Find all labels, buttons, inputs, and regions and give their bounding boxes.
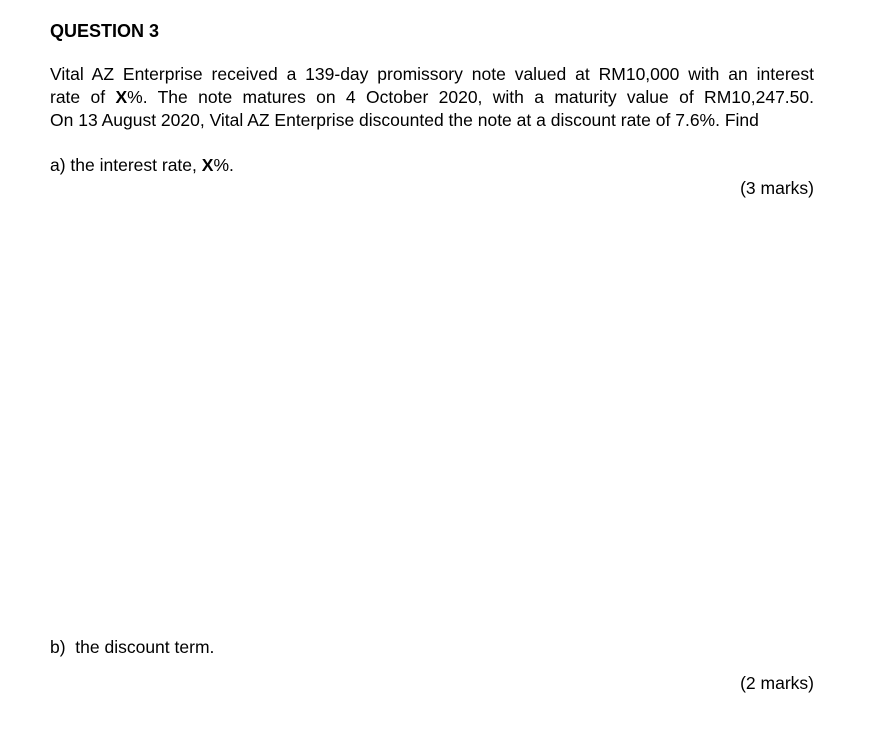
line2-suffix: %. The note matures on 4 October 2020, with a maturity value of RM10,247.50. bbox=[127, 87, 814, 107]
question-line-2 bbox=[50, 86, 814, 108]
part-a-variable: X bbox=[201, 155, 214, 175]
question-line-1: Vital AZ Enterprise received a 139-day promissory note valued at RM10,000 with an interest bbox=[50, 64, 814, 84]
question-title: QUESTION 3 bbox=[50, 21, 160, 41]
part-a bbox=[50, 155, 234, 176]
part-a-text: a) the interest rate, bbox=[50, 155, 202, 175]
line2-prefix: rate of bbox=[50, 87, 116, 107]
question-line-3: On 13 August 2020, Vital AZ Enterprise discounted the note at a discount rate of 7.6%. Find bbox=[50, 110, 759, 130]
part-a-suffix: %. bbox=[213, 155, 234, 175]
part-b-marks: (2 marks) bbox=[740, 673, 814, 693]
variable-x: X bbox=[115, 87, 128, 107]
part-a-marks: (3 marks) bbox=[740, 178, 814, 198]
part-b: b) the discount term. bbox=[50, 637, 215, 657]
